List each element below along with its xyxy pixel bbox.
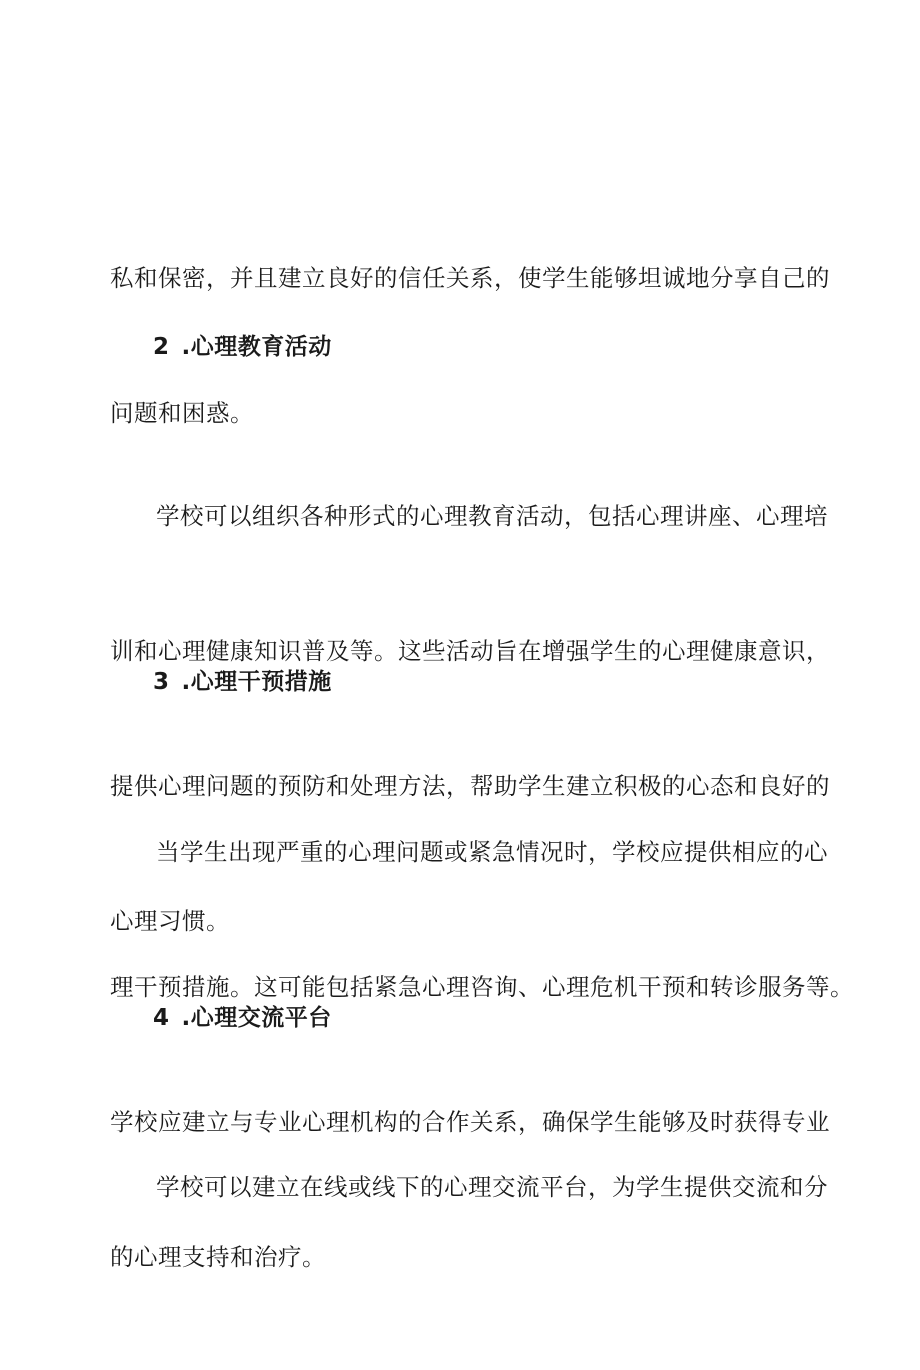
- paragraph-line: 训和心理健康知识普及等。这些活动旨在增强学生的心理健康意识，: [110, 637, 830, 665]
- paragraph-line: 理干预措施。这可能包括紧急心理咨询、心理危机干预和转诊服务等。: [110, 973, 854, 1001]
- section-paragraph: [110, 1075, 830, 1300]
- section-heading: [153, 667, 332, 697]
- section-title: .心理交流平台: [181, 1005, 332, 1031]
- paragraph-line: 问题和困惑。: [110, 399, 254, 427]
- section-heading: [153, 1003, 332, 1033]
- paragraph-line: 心理习惯。: [110, 907, 230, 935]
- paragraph-line: 学校可以建立在线或线下的心理交流平台，为学生提供交流和分: [156, 1173, 828, 1201]
- section-heading: [153, 332, 332, 362]
- section-title: .心理干预措施: [181, 669, 332, 695]
- paragraph-line: 私和保密，并且建立良好的信任关系，使学生能够坦诚地分享自己的: [110, 264, 830, 292]
- paragraph-line: 提供心理问题的预防和处理方法，帮助学生建立积极的心态和良好的: [110, 772, 830, 800]
- section-title: .心理教育活动: [181, 334, 332, 360]
- section-number: 2: [153, 334, 170, 360]
- paragraph-line: 学校可以组织各种形式的心理教育活动，包括心理讲座、心理培: [156, 502, 828, 530]
- section-number: 4: [153, 1005, 170, 1031]
- paragraph-line: 学校应建立与专业心理机构的合作关系，确保学生能够及时获得专业: [110, 1108, 830, 1136]
- paragraph-line: 的心理支持和治疗。: [110, 1243, 326, 1271]
- section-number: 3: [153, 669, 170, 695]
- paragraph-line: 当学生出现严重的心理问题或紧急情况时，学校应提供相应的心: [156, 838, 828, 866]
